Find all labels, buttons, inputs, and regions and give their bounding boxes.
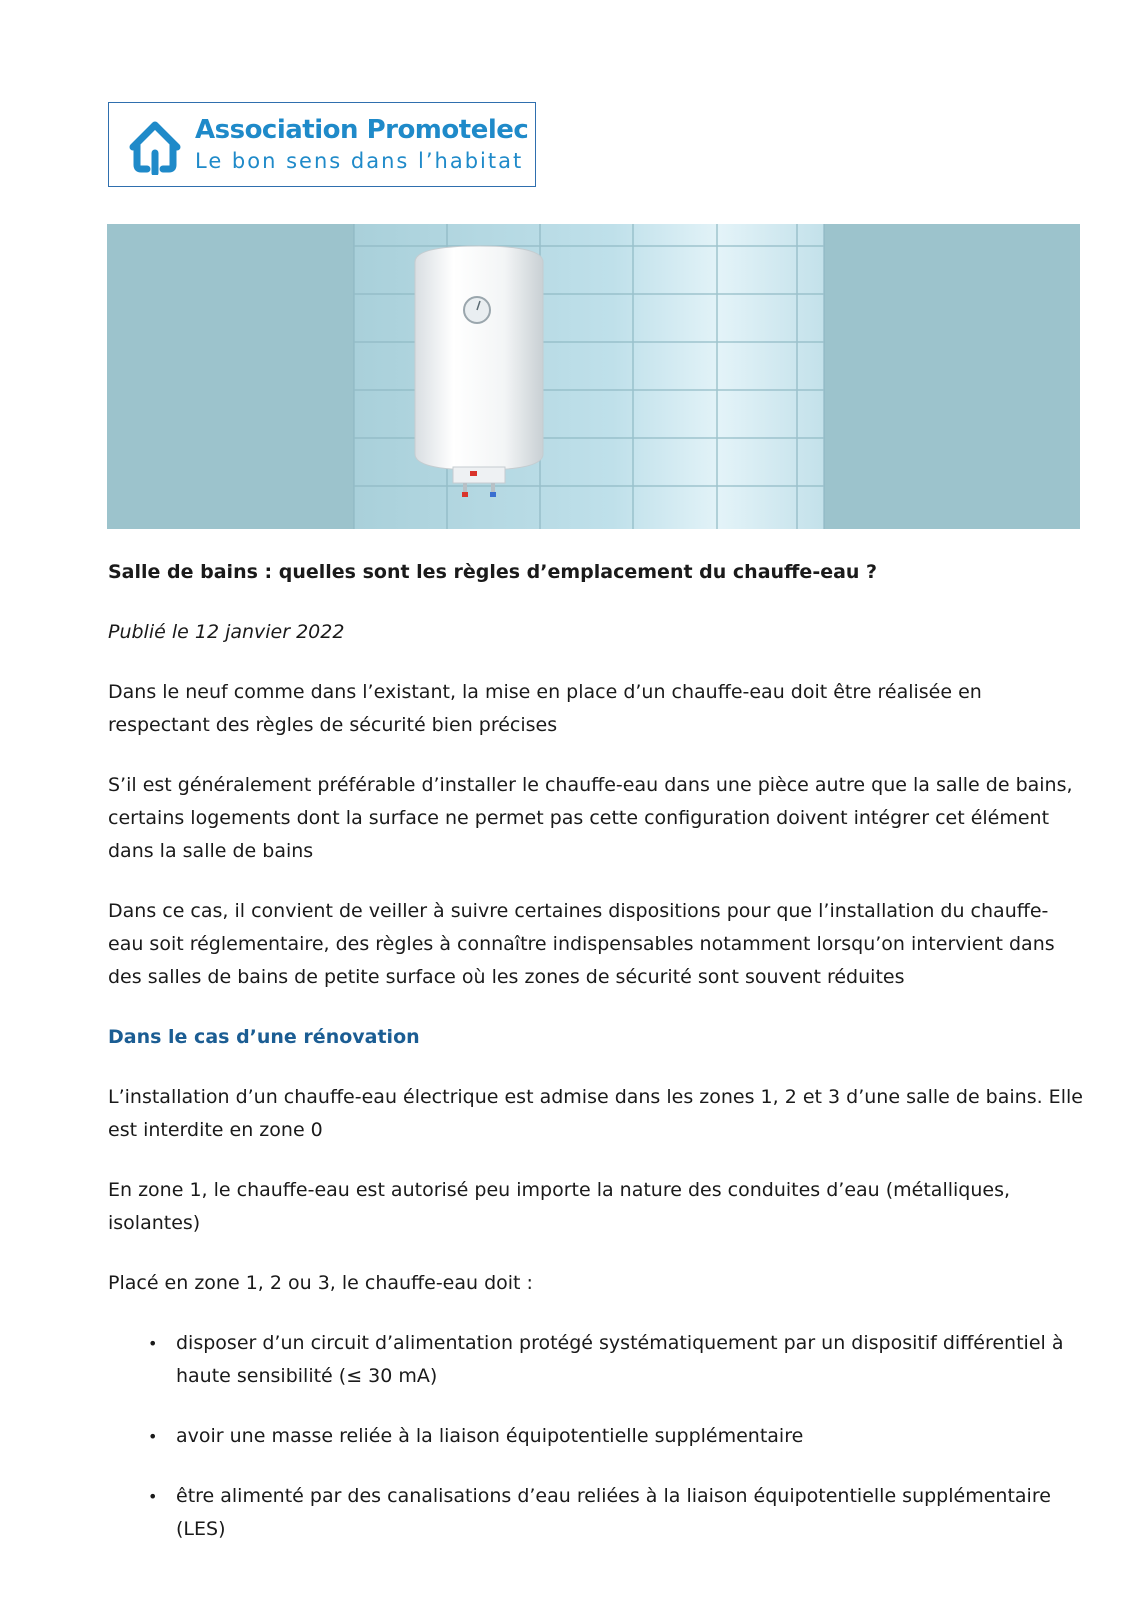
paragraph: En zone 1, le chauffe-eau est autorisé peu importe la nature des conduites d’eau (métalliques, isolantes) xyxy=(108,1179,1011,1234)
hero-image xyxy=(107,224,1080,529)
logo-tagline: Le bon sens dans l’habitat xyxy=(195,149,524,173)
paragraph: S’il est généralement préférable d’installer le chauffe-eau dans une pièce autre que la salle de bains, certains logements dont la surface ne permet pas cette configuration doivent intégrer cet élément dans la salle de bains xyxy=(108,774,1073,862)
list-item-text: être alimenté par des canalisations d’eau reliées à la liaison équipotentielle supplémentaire (LES) xyxy=(176,1485,1051,1540)
list-item-text: avoir une masse reliée à la liaison équipotentielle supplémentaire xyxy=(176,1425,804,1447)
paragraph: Dans ce cas, il convient de veiller à suivre certaines dispositions pour que l’installation du chauffe-eau soit réglementaire, des règles à connaître indispensables notamment lorsqu’on intervient dans des salles de bains de petite surface où les zones de sécurité sont souvent réduites xyxy=(108,900,1055,988)
paragraph: Placé en zone 1, 2 ou 3, le chauffe-eau doit : xyxy=(108,1272,533,1294)
list-item xyxy=(108,1480,1083,1546)
requirements-list xyxy=(108,1327,1083,1573)
publication-date: Publié le 12 janvier 2022 xyxy=(108,621,345,643)
house-logo-icon xyxy=(127,117,183,175)
bullet-icon: • xyxy=(148,1427,158,1446)
logo xyxy=(108,102,536,187)
section-heading: Dans le cas d’une rénovation xyxy=(108,1026,420,1048)
list-item xyxy=(108,1420,1083,1453)
article-title: Salle de bains : quelles sont les règles d’emplacement du chauffe-eau ? xyxy=(108,561,878,583)
list-item-text: disposer d’un circuit d’alimentation protégé systématiquement par un dispositif différentiel à haute sensibilité (≤ 30 mA) xyxy=(176,1332,1064,1387)
bullet-icon: • xyxy=(148,1487,158,1506)
paragraph: L’installation d’un chauffe-eau électrique est admise dans les zones 1, 2 et 3 d’une salle de bains. Elle est interdite en zone 0 xyxy=(108,1086,1083,1141)
logo-name: Association Promotelec xyxy=(195,115,529,145)
paragraph: Dans le neuf comme dans l’existant, la mise en place d’un chauffe-eau doit être réalisée en respectant des règles de sécurité bien précises xyxy=(108,681,982,736)
bullet-icon: • xyxy=(148,1334,158,1353)
list-item xyxy=(108,1327,1083,1393)
water-heater-illustration xyxy=(107,224,1080,529)
